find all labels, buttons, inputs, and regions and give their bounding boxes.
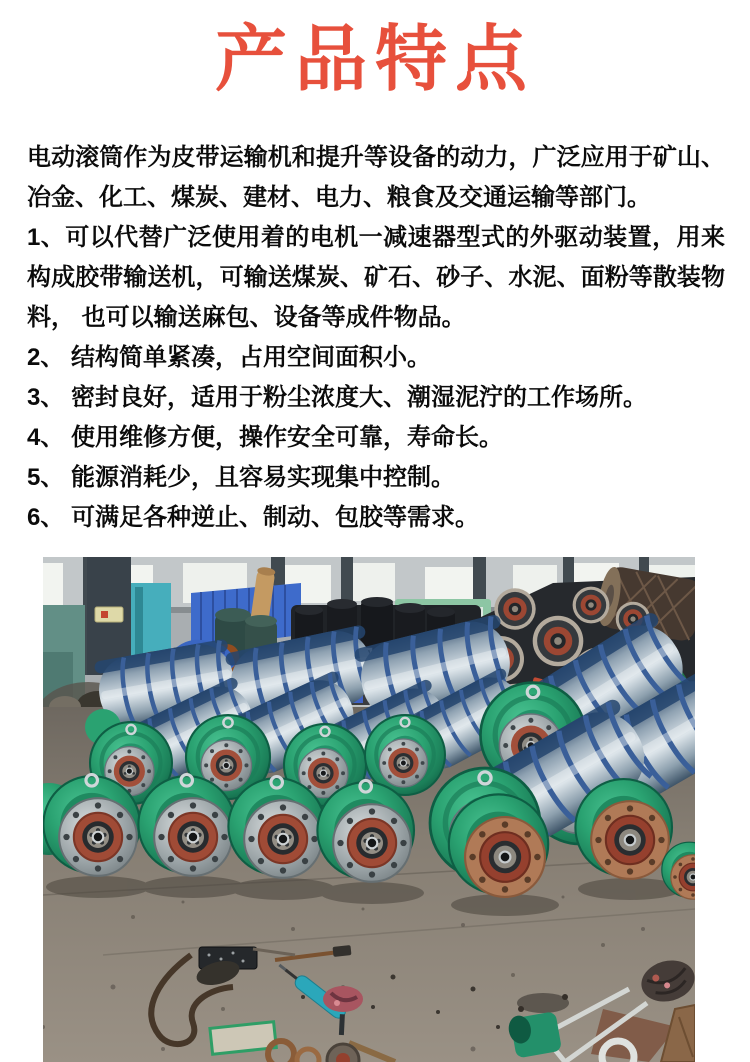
- page-title: 产品特点: [214, 20, 535, 100]
- product-photo: [43, 557, 695, 1062]
- feature-item-3: 3、 密封良好，适用于粉尘浓度大、潮湿泥泞的工作场所。: [27, 384, 648, 411]
- feature-item-1: 1、可以代替广泛使用着的电机一减速器型式的外驱动装置，用来构成胶带输送机，可输送煤炭、矿石、砂子、水泥、面粉等散装物料， 也可以输送麻包、设备等成件物品。: [27, 224, 725, 331]
- feature-item-5: 5、 能源消耗少，且容易实现集中控制。: [27, 464, 456, 491]
- factory-photo-illustration: [43, 557, 695, 1062]
- feature-intro: 电动滚筒作为皮带运输机和提升等设备的动力，广泛应用于矿山、冶金、化工、煤炭、建材、电力、粮食及交通运输等部门。: [27, 144, 725, 211]
- feature-text-block: [27, 138, 725, 538]
- feature-item-2: 2、 结构简单紧凑，占用空间面积小。: [27, 344, 432, 371]
- feature-item-4: 4、 使用维修方便，操作安全可靠，寿命长。: [27, 424, 504, 451]
- feature-item-6: 6、 可满足各种逆止、制动、包胶等需求。: [27, 504, 480, 531]
